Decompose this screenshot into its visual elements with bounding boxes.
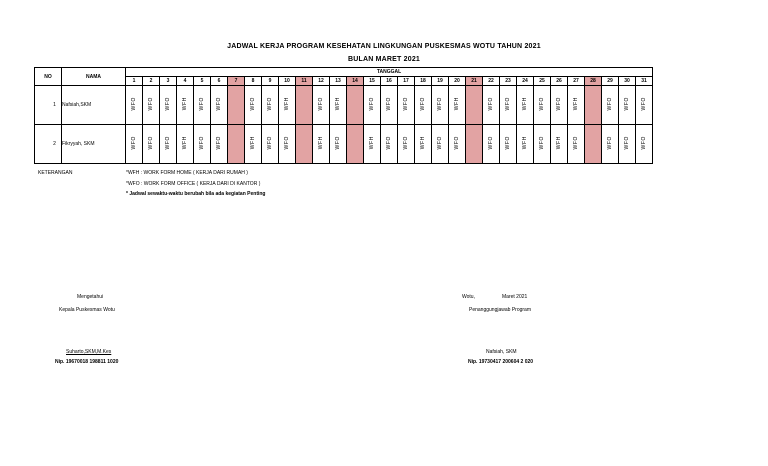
day-header: 19 (432, 77, 449, 86)
work-mode-label: WFO (199, 97, 205, 111)
schedule-cell (415, 86, 432, 125)
work-mode-label: WFH (420, 136, 426, 150)
day-header: 25 (534, 77, 551, 86)
note-change: * Jadwal sewaktu-waktu berubah bila ada kegiatan Penting (126, 191, 266, 197)
work-mode-label: WFH (522, 136, 528, 150)
schedule-cell (449, 125, 466, 164)
holiday-cell (228, 125, 245, 164)
work-mode-label: WFO (641, 97, 647, 111)
work-mode-label: WFO (437, 136, 443, 150)
work-mode-label: WFH (335, 97, 341, 111)
schedule-cell (534, 125, 551, 164)
work-mode-label: WFO (131, 136, 137, 150)
schedule-cell (551, 125, 568, 164)
day-header: 1 (126, 77, 143, 86)
schedule-cell (211, 125, 228, 164)
day-header: 30 (619, 77, 636, 86)
day-header: 16 (381, 77, 398, 86)
work-mode-label: WFO (488, 136, 494, 150)
sig-left-nip: Nip. 19670018 198811 1020 (55, 359, 119, 365)
schedule-cell (602, 125, 619, 164)
sig-left-name: Suharto,SKM,M.Kes (66, 349, 112, 355)
schedule-cell (602, 86, 619, 125)
day-header: 4 (177, 77, 194, 86)
day-header: 2 (143, 77, 160, 86)
schedule-cell (194, 86, 211, 125)
work-mode-label: WFO (199, 136, 205, 150)
work-mode-label: WFO (165, 97, 171, 111)
day-header: 6 (211, 77, 228, 86)
holiday-cell (466, 86, 483, 125)
schedule-cell (551, 86, 568, 125)
work-mode-label: WFO (386, 97, 392, 111)
header-tanggal: TANGGAL (126, 68, 653, 77)
work-mode-label: WFO (505, 97, 511, 111)
schedule-cell (330, 125, 347, 164)
holiday-cell (585, 125, 602, 164)
schedule-cell (143, 86, 160, 125)
schedule-cell (262, 125, 279, 164)
schedule-cell (398, 125, 415, 164)
row-name: Nafsiah,SKM (62, 86, 126, 125)
work-mode-label: WFO (267, 97, 273, 111)
schedule-cell (245, 86, 262, 125)
schedule-cell (636, 125, 653, 164)
schedule-cell (245, 125, 262, 164)
schedule-cell (483, 86, 500, 125)
sig-left-line2: Kepala Puskesmas Wotu (59, 307, 115, 313)
work-mode-label: WFO (369, 97, 375, 111)
work-mode-label: WFO (624, 136, 630, 150)
work-mode-label: WFO (539, 136, 545, 150)
schedule-cell (568, 86, 585, 125)
day-header: 10 (279, 77, 296, 86)
work-mode-label: WFO (607, 136, 613, 150)
day-header: 7 (228, 77, 245, 86)
document-subtitle: BULAN MARET 2021 (347, 56, 421, 63)
day-header: 22 (483, 77, 500, 86)
day-header: 23 (500, 77, 517, 86)
document-title: JADWAL KERJA PROGRAM KESEHATAN LINGKUNGAN PUSKESMAS WOTU TAHUN 2021 (227, 43, 541, 50)
sig-right-place: Wotu, (462, 294, 475, 300)
day-header: 15 (364, 77, 381, 86)
work-mode-label: WFO (488, 97, 494, 111)
note-wfh: *WFH : WORK FORM HOME ( KERJA DARI RUMAH ) (126, 170, 248, 176)
schedule-cell (364, 125, 381, 164)
holiday-cell (228, 86, 245, 125)
row-number: 2 (35, 125, 62, 164)
day-header: 29 (602, 77, 619, 86)
work-mode-label: WFO (403, 136, 409, 150)
sig-right-date: Maret 2021 (502, 294, 528, 300)
schedule-cell (262, 86, 279, 125)
holiday-cell (585, 86, 602, 125)
row-number: 1 (35, 86, 62, 125)
day-header: 17 (398, 77, 415, 86)
header-no: NO (35, 68, 62, 86)
schedule-cell (194, 125, 211, 164)
work-mode-label: WFH (182, 97, 188, 111)
schedule-cell (381, 125, 398, 164)
holiday-cell (296, 125, 313, 164)
schedule-cell (177, 86, 194, 125)
work-mode-label: WFO (539, 97, 545, 111)
work-mode-label: WFO (165, 136, 171, 150)
work-mode-label: WFO (148, 97, 154, 111)
schedule-cell (449, 86, 466, 125)
day-header: 24 (517, 77, 534, 86)
work-mode-label: WFO (335, 136, 341, 150)
work-mode-label: WFO (216, 136, 222, 150)
schedule-cell (415, 125, 432, 164)
work-mode-label: WFO (607, 97, 613, 111)
schedule-cell (500, 125, 517, 164)
schedule-cell (517, 86, 534, 125)
work-mode-label: WFH (454, 97, 460, 111)
schedule-cell (517, 125, 534, 164)
schedule-cell (143, 125, 160, 164)
schedule-cell (126, 125, 143, 164)
work-mode-label: WFH (318, 136, 324, 150)
day-header: 27 (568, 77, 585, 86)
schedule-cell (619, 125, 636, 164)
sig-right-nip: Nip. 19730417 200604 2 020 (468, 359, 534, 365)
day-header: 20 (449, 77, 466, 86)
schedule-cell (160, 86, 177, 125)
schedule-cell (483, 125, 500, 164)
day-header: 14 (347, 77, 364, 86)
day-header: 5 (194, 77, 211, 86)
day-header: 11 (296, 77, 313, 86)
schedule-cell (126, 86, 143, 125)
day-header: 31 (636, 77, 653, 86)
day-header: 21 (466, 77, 483, 86)
table-row (35, 86, 653, 125)
holiday-cell (296, 86, 313, 125)
day-header: 28 (585, 77, 602, 86)
sig-right-name: Nafsiah, SKM (486, 349, 517, 355)
schedule-cell (432, 86, 449, 125)
notes-label: KETERANGAN (38, 170, 73, 176)
schedule-cell (279, 86, 296, 125)
day-header: 8 (245, 77, 262, 86)
work-mode-label: WFO (250, 97, 256, 111)
schedule-cell (313, 125, 330, 164)
note-wfo: *WFO : WORK FORM OFFICE ( KERJA DARI DI KANTOR ) (126, 181, 261, 187)
work-mode-label: WFH (369, 136, 375, 150)
schedule-cell (177, 125, 194, 164)
schedule-cell (381, 86, 398, 125)
sig-right-role: Penanggungjawab Program (469, 307, 531, 313)
work-mode-label: WFO (148, 136, 154, 150)
schedule-cell (313, 86, 330, 125)
work-mode-label: WFH (556, 136, 562, 150)
schedule-cell (279, 125, 296, 164)
holiday-cell (347, 86, 364, 125)
table-row (35, 125, 653, 164)
schedule-table (34, 67, 653, 164)
work-mode-label: WFO (318, 97, 324, 111)
day-header: 3 (160, 77, 177, 86)
work-mode-label: WFO (267, 136, 273, 150)
schedule-cell (568, 125, 585, 164)
holiday-cell (347, 125, 364, 164)
sig-left-line1: Mengetahui (77, 294, 104, 300)
work-mode-label: WFO (573, 136, 579, 150)
schedule-cell (160, 125, 177, 164)
work-mode-label: WFO (284, 136, 290, 150)
work-mode-label: WFH (250, 136, 256, 150)
day-header: 18 (415, 77, 432, 86)
work-mode-label: WFO (505, 136, 511, 150)
header-nama: NAMA (62, 68, 126, 86)
work-mode-label: WFO (403, 97, 409, 111)
work-mode-label: WFO (624, 97, 630, 111)
schedule-cell (330, 86, 347, 125)
work-mode-label: WFO (386, 136, 392, 150)
work-mode-label: WFO (420, 97, 426, 111)
work-mode-label: WFH (284, 97, 290, 111)
work-mode-label: WFH (573, 97, 579, 111)
work-mode-label: WFO (437, 97, 443, 111)
day-header: 9 (262, 77, 279, 86)
schedule-cell (534, 86, 551, 125)
schedule-cell (211, 86, 228, 125)
work-mode-label: WFO (641, 136, 647, 150)
day-header: 12 (313, 77, 330, 86)
work-mode-label: WFO (216, 97, 222, 111)
day-header: 13 (330, 77, 347, 86)
schedule-cell (619, 86, 636, 125)
work-mode-label: WFO (131, 97, 137, 111)
holiday-cell (466, 125, 483, 164)
schedule-cell (432, 125, 449, 164)
work-mode-label: WFH (182, 136, 188, 150)
schedule-cell (636, 86, 653, 125)
schedule-cell (364, 86, 381, 125)
work-mode-label: WFO (556, 97, 562, 111)
schedule-cell (500, 86, 517, 125)
schedule-cell (398, 86, 415, 125)
work-mode-label: WFO (454, 136, 460, 150)
day-header: 26 (551, 77, 568, 86)
work-mode-label: WFH (522, 97, 528, 111)
row-name: Fikryyah, SKM (62, 125, 126, 164)
